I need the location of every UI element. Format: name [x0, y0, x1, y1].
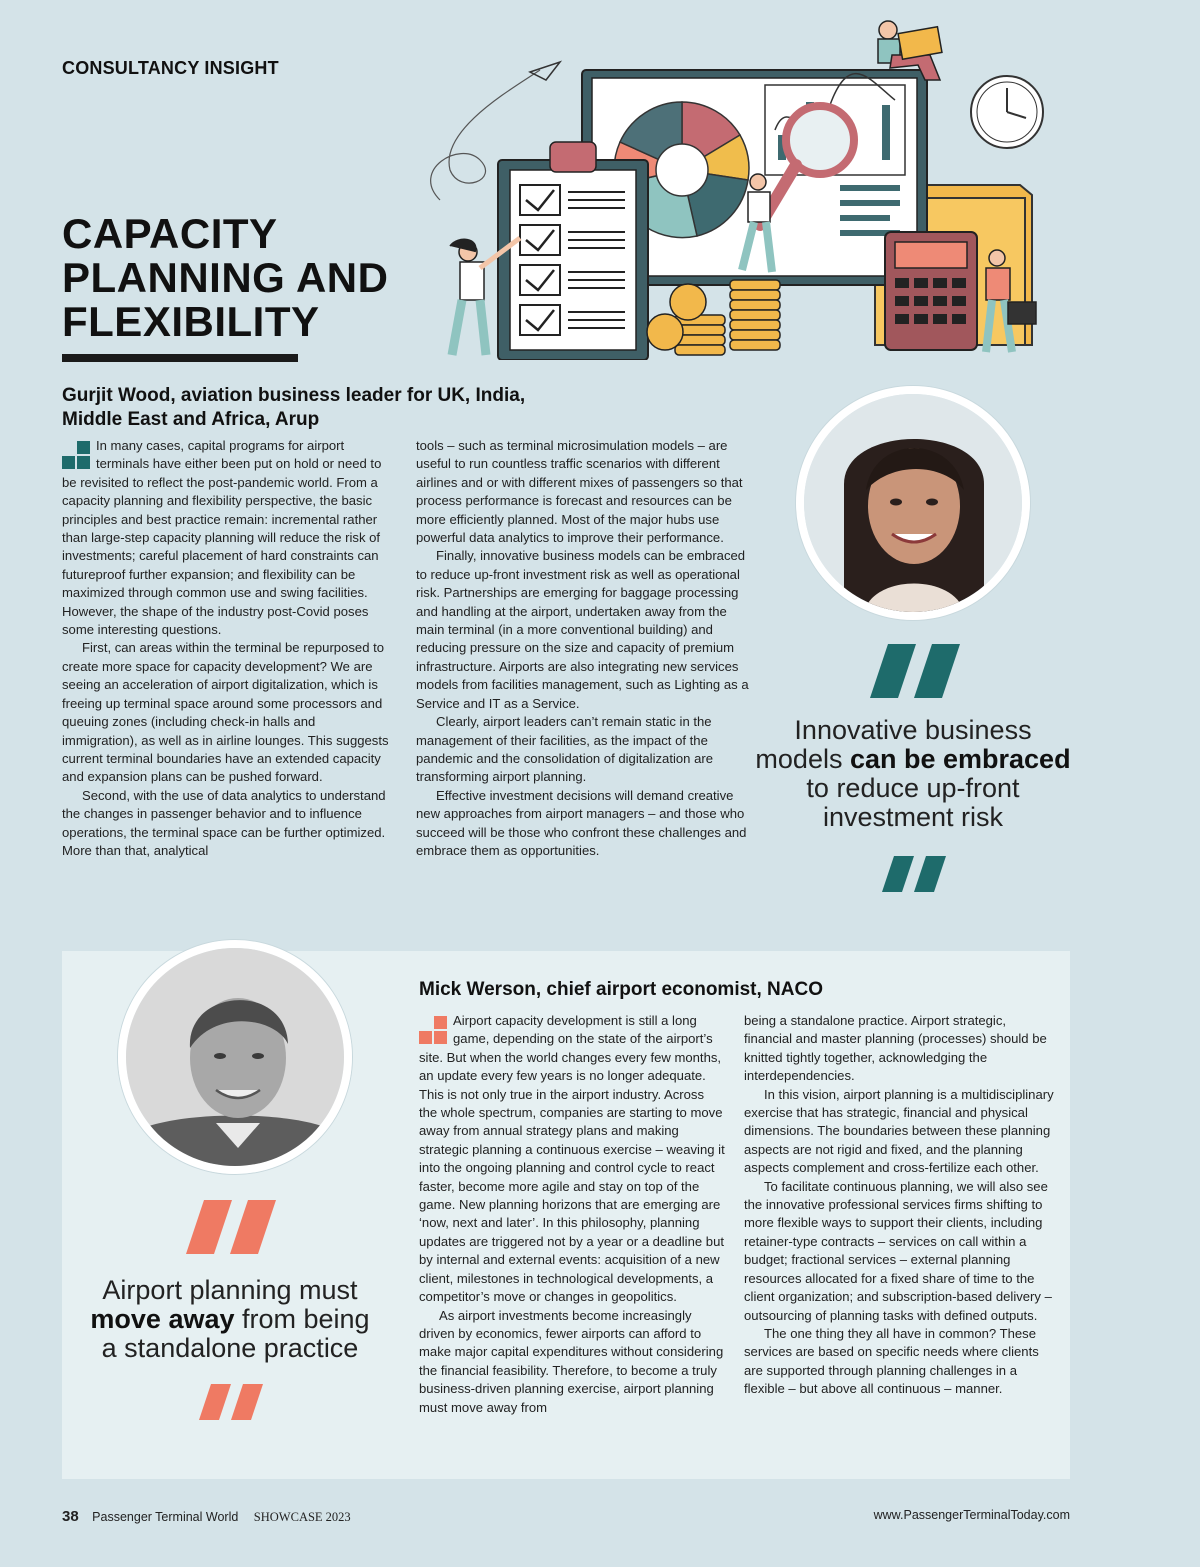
- close-quote-icon: [882, 856, 948, 892]
- paragraph: Finally, innovative business models can be embraced to reduce up-front investment risk as well as operational risk. Partnerships are emerging for baggage processing and handling at the airport, undertaken away from the main terminal (in a more conventional building) and reducing pressure on the size and capacity of premium infrastructure. Airports are also integrating new services models from facilities management, such as Lighting as a Service and IT as a Service.: [416, 548, 749, 711]
- expert1-portrait: [796, 386, 1030, 620]
- publication-name: Passenger Terminal World: [92, 1510, 239, 1524]
- paragraph: In many cases, capital programs for airport terminals have either been put on hold or need to be revisited to reflect the post-pandemic world. From a capacity planning and flexibility perspective, the basic principles and best practice remain: incremental rather than large-step capacity planning will reduce the risk of investments; careful placement of hard constraints can futureproof further expansion; and flexibility can be maximized through common use and swing facilities. However, the shape of the industry post-Covid poses some interesting questions.: [62, 438, 382, 638]
- paper-plane-icon: [530, 62, 560, 80]
- expert2-portrait: [118, 940, 352, 1174]
- paragraph: Clearly, airport leaders can’t remain static in the management of their facilities, as the impact of the pandemic and the consolidation of digitalization are transforming airport planning.: [416, 714, 713, 785]
- open-quote-icon: [186, 1200, 278, 1254]
- title-line: CAPACITY: [62, 210, 278, 257]
- paragraph: To facilitate continuous planning, we will also see the innovative professional services firms shifting to more flexible ways to support their clients, including retainer-type contracts – services on call within a budget; fractional services – external planning resources allocated for a fixed share of time to the client organization; and subscription-based delivery – outsourcing of planning tasks with defined outputs.: [744, 1178, 1052, 1323]
- footer-url: www.PassengerTerminalToday.com: [873, 1508, 1070, 1522]
- paragraph: Second, with the use of data analytics to understand the changes in passenger behavior and to influence operations, the terminal space can be further optimized. More than that, analytical: [62, 787, 386, 858]
- expert2-pull-quote: Airport planning must move away from being a standalone practice: [90, 1275, 370, 1363]
- coins-icon: [647, 280, 780, 355]
- paragraph: As airport investments become increasingly driven by economics, fewer airports can afford to make major capital expenditures without considering the financial feasibility. Therefore, to become a truly business-driven planning exercise, airport planning must move away from: [419, 1307, 724, 1415]
- expert1-byline: Gurjit Wood, aviation business leader for UK, India, Middle East and Africa, Arup: [62, 385, 526, 430]
- teal-squares-drop-icon: [62, 441, 92, 471]
- paragraph: Effective investment decisions will demand creative new approaches from airport managers – and those who succeed will be those who confront these challenges and embrace them as opportunities.: [416, 787, 747, 858]
- expert1-column-2: [416, 437, 752, 860]
- page-number: 38: [62, 1508, 79, 1525]
- coral-squares-drop-icon: [419, 1016, 449, 1046]
- paragraph: Airport capacity development is still a long game, depending on the state of the airport’s site. But when the world changes every few months, an update every few years is no longer adequate. This is not only true in the airport industry. Across the whole spectrum, companies are starting to move away from annual strategy plans and making strategic planning a continuous exercise – weaving it into the ongoing planning and control cycle to react faster, become more agile and stay on top of the game. New planning horizons that are emerging are ‘now, next and later’. In this philosophy, planning updates are triggered not by a year or a deadline but by internal and external events: acquisition of a new client, milestones in technological developments, a competitor’s move or changes in geopolitics.: [419, 1013, 725, 1305]
- expert2-column-2: [744, 1012, 1054, 1399]
- expert1-pull-quote: Innovative business models can be embraced to reduce up-front investment risk: [755, 715, 1071, 832]
- section-label: CONSULTANCY INSIGHT: [62, 58, 279, 78]
- close-quote-icon: [199, 1384, 263, 1420]
- capacity-planning-illustration: [420, 10, 1060, 360]
- title-line: PLANNING AND: [62, 254, 389, 301]
- expert1-column-1: [62, 437, 390, 860]
- issue-name: SHOWCASE 2023: [253, 1510, 351, 1524]
- expert2-byline: Mick Werson, chief airport economist, NACO: [419, 979, 824, 1000]
- paragraph: The one thing they all have in common? These services are based on specific needs where clients are supported through planning challenges in a flexible – but above all continuous – manner.: [744, 1325, 1039, 1397]
- title-underline: [62, 354, 298, 362]
- title-line: FLEXIBILITY: [62, 298, 320, 345]
- footer-left: [62, 1508, 351, 1525]
- man-portrait-image: [126, 948, 344, 1166]
- paragraph: In this vision, airport planning is a multidisciplinary exercise that has strategic, financial and physical dimensions. The boundaries between these planning aspects are not rigid and fixed, and the planning aspects complement and cross-fertilize each other.: [744, 1086, 1054, 1176]
- expert2-column-1: [419, 1012, 725, 1417]
- paragraph: being a standalone practice. Airport strategic, financial and master planning (processes) should be knitted tightly together, acknowledging the interdependencies.: [744, 1013, 1047, 1084]
- woman-portrait-image: [804, 394, 1022, 612]
- checklist-clipboard-icon: [498, 142, 648, 360]
- paragraph: tools – such as terminal microsimulation models – are useful to run countless traffic scenarios with different airlines and or with different mixes of passengers so that process performance is forecast and resources can be more efficiently planned. Most of the major hubs use powerful data analytics to improve their performance.: [416, 438, 743, 546]
- paragraph: First, can areas within the terminal be repurposed to create more space for capacity development? We are seeing an acceleration of airport digitalization, which is freeing up terminal space around some processors and queuing zones (including check-in halls and immigration), as well as in airline lounges. This suggests current terminal boundaries have an extended capacity and expansion plans can be pushed forward.: [62, 640, 389, 785]
- open-quote-icon: [868, 644, 964, 698]
- article-title: [62, 212, 422, 344]
- clock-icon: [971, 76, 1043, 148]
- calculator-icon: [885, 232, 977, 350]
